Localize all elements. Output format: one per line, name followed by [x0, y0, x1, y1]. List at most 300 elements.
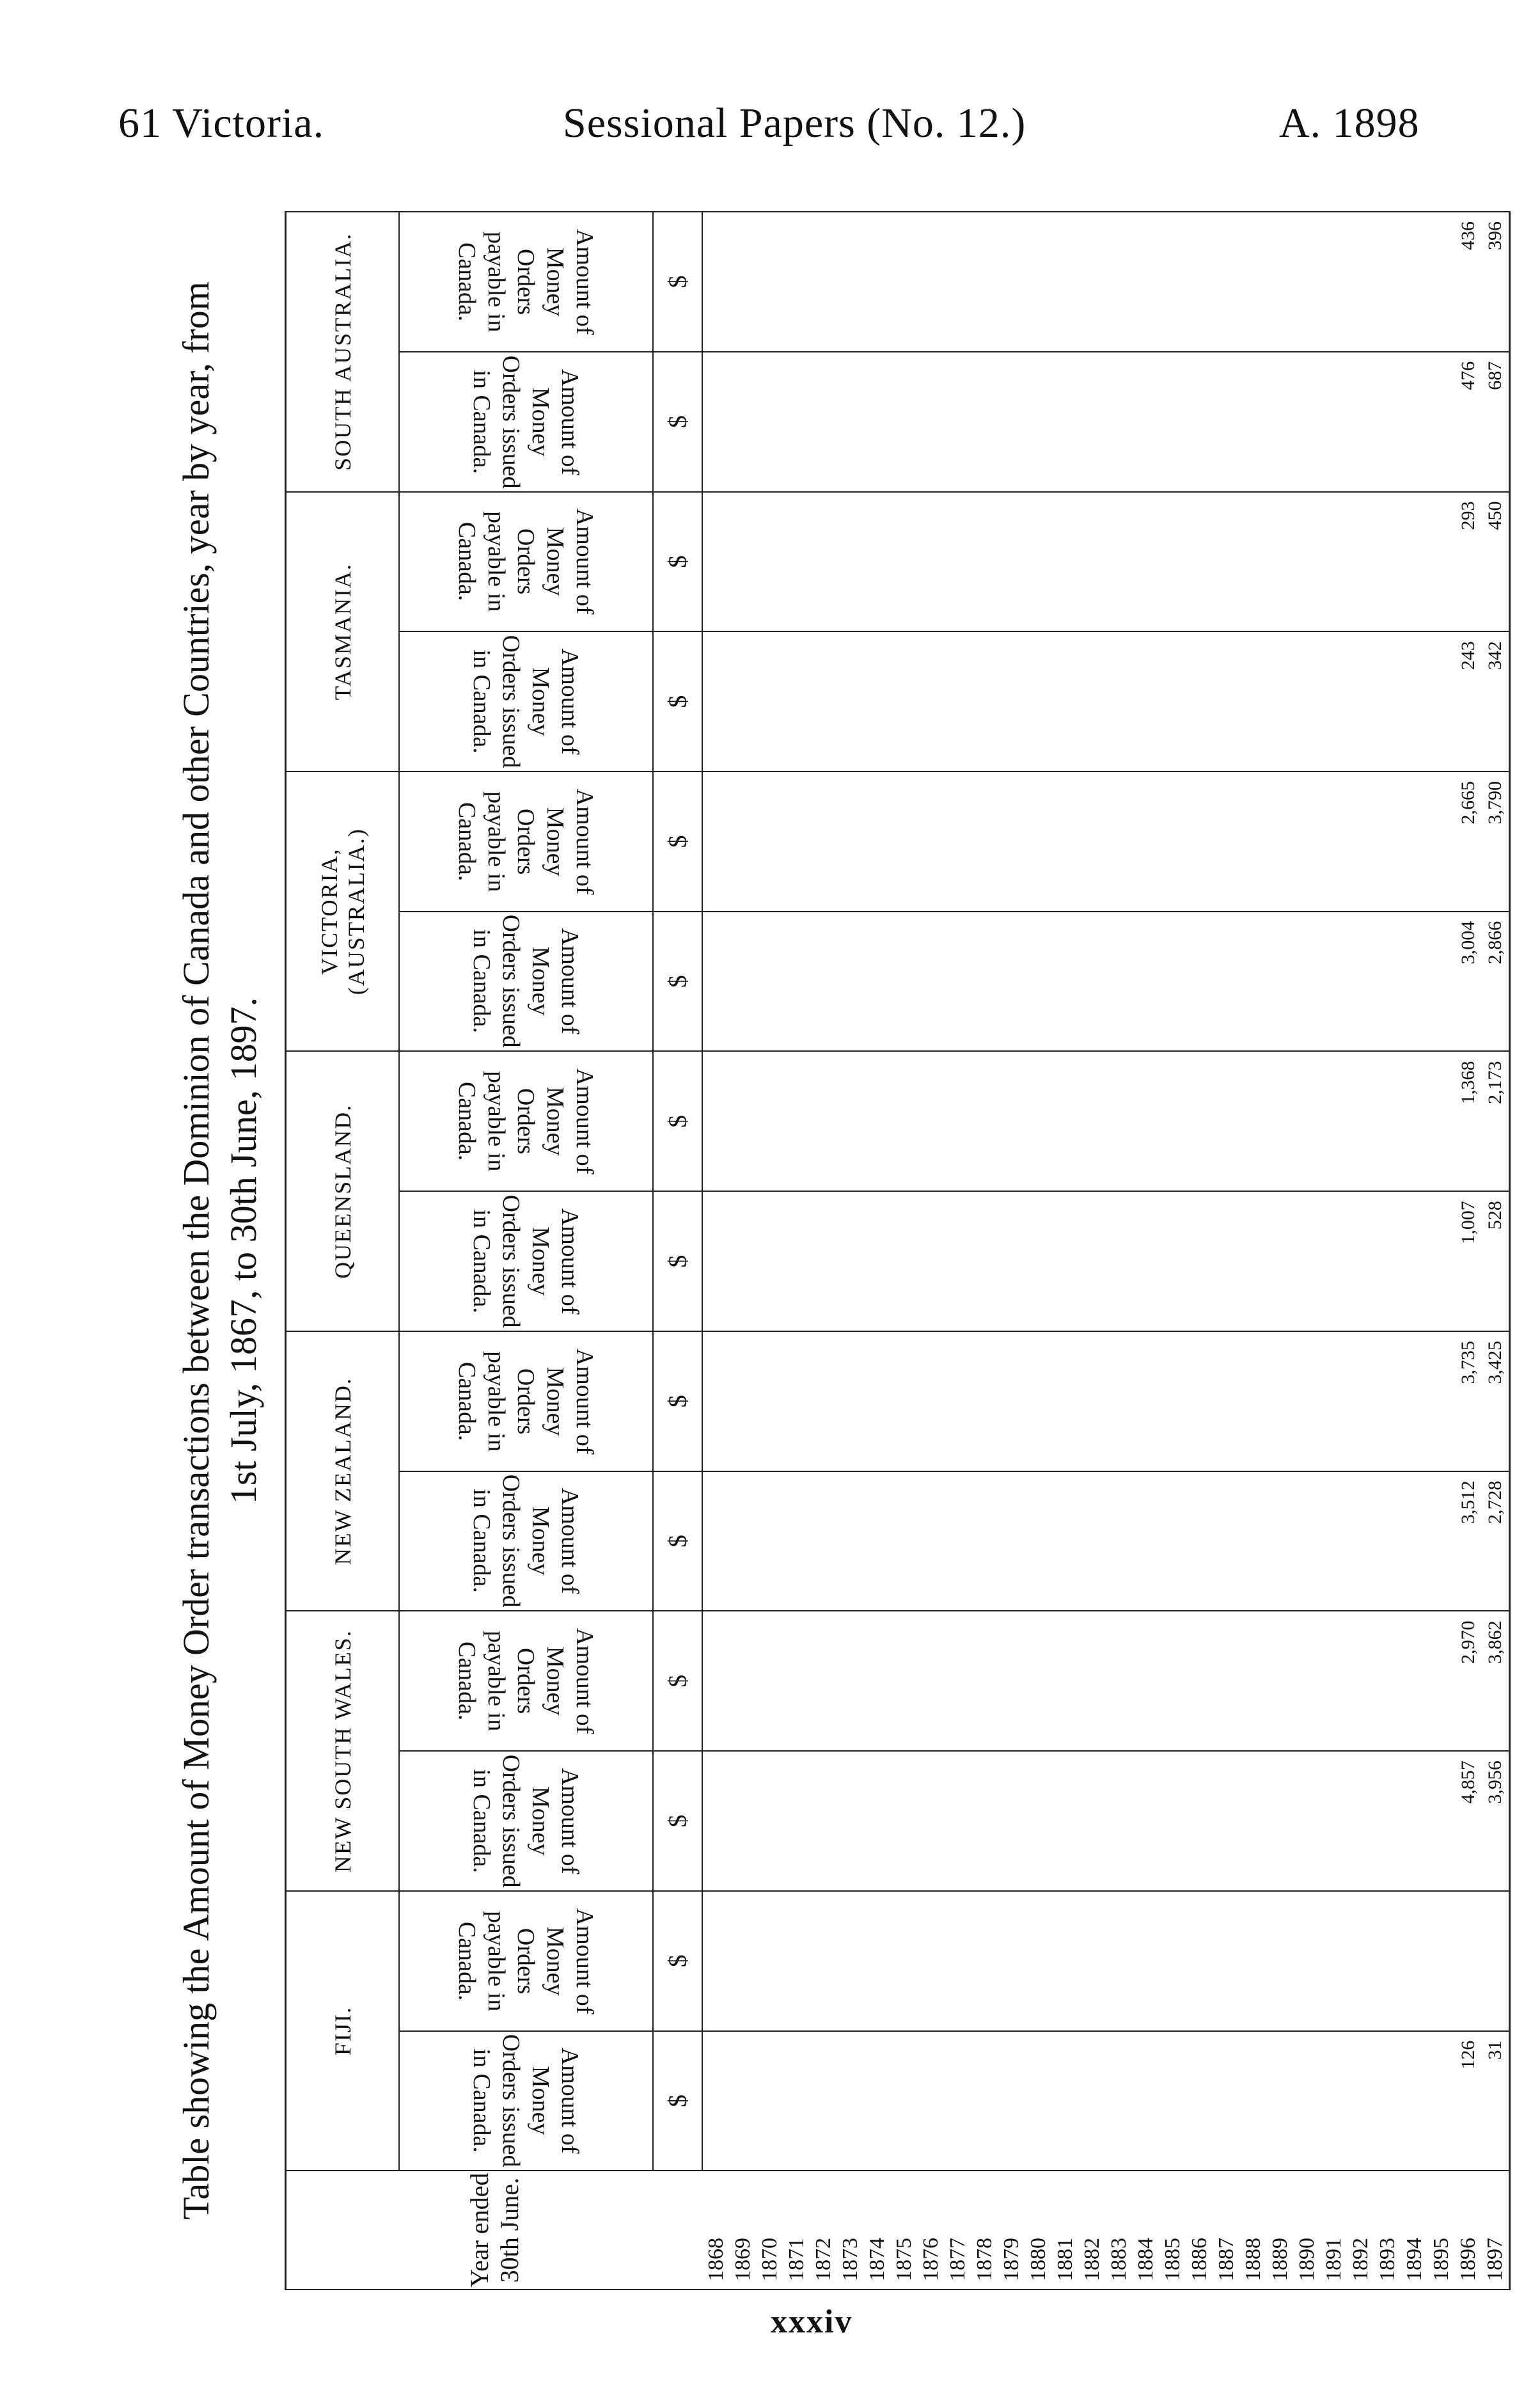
value-cell: [1106, 492, 1133, 632]
value-cell: 2,728: [1482, 1471, 1510, 1611]
value-cell: [783, 1611, 810, 1751]
value-cell: [1321, 1471, 1348, 1611]
value-cell: [1348, 1471, 1374, 1611]
value-cell: [891, 912, 918, 1052]
value-cell: [945, 1331, 971, 1471]
value-cell: [971, 1331, 998, 1471]
value-cell: [783, 631, 810, 772]
value-cell: [1079, 1191, 1106, 1331]
value-cell: [1025, 1471, 1052, 1611]
title-line-1: Table showing the Amount of Money Order transactions between the Dominion of Canada and other Countries, year by year, from: [175, 281, 217, 2220]
sub-header-issued: Amount of Money Orders issued in Canada.: [399, 2031, 653, 2171]
table-row: [945, 212, 971, 2290]
value-cell: [891, 772, 918, 912]
value-cell: 436: [1455, 212, 1482, 352]
value-cell: 31: [1482, 2031, 1510, 2171]
value-cell: [783, 1051, 810, 1191]
value-cell: [1025, 2031, 1052, 2171]
value-cell: [1213, 1331, 1240, 1471]
value-cell: [1321, 912, 1348, 1052]
year-cell: 1894: [1401, 2171, 1428, 2290]
value-cell: [810, 772, 837, 912]
value-cell: [1052, 772, 1079, 912]
value-cell: [1321, 212, 1348, 352]
value-cell: [783, 352, 810, 492]
value-cell: [945, 631, 971, 772]
value-cell: [837, 352, 864, 492]
value-cell: [1186, 772, 1213, 912]
value-cell: [1106, 212, 1133, 352]
value-cell: [1374, 1051, 1401, 1191]
value-cell: [1294, 492, 1321, 632]
money-order-table: [285, 211, 1511, 2290]
group-header: QUEENSLAND.: [286, 1051, 400, 1331]
value-cell: [1079, 2031, 1106, 2171]
value-cell: [702, 492, 730, 632]
value-cell: [1025, 212, 1052, 352]
value-cell: [1294, 1331, 1321, 1471]
value-cell: [730, 1611, 757, 1751]
value-cell: [1348, 772, 1374, 912]
value-cell: [998, 631, 1025, 772]
value-cell: [1348, 1051, 1374, 1191]
value-cell: [730, 2031, 757, 2171]
value-cell: 2,173: [1482, 1051, 1510, 1191]
year-cell: 1874: [864, 2171, 891, 2290]
value-cell: [1025, 1051, 1052, 1191]
value-cell: [1267, 212, 1294, 352]
unit-label: $: [653, 1891, 702, 2031]
value-cell: [945, 1751, 971, 1891]
value-cell: [1428, 1891, 1455, 2031]
value-cell: [730, 1471, 757, 1611]
value-cell: [702, 1191, 730, 1331]
year-cell: 1893: [1374, 2171, 1401, 2290]
table-row: [1428, 212, 1455, 2290]
value-cell: [1294, 2031, 1321, 2171]
year-cell: 1895: [1428, 2171, 1455, 2290]
value-cell: [1159, 1471, 1186, 1611]
value-cell: [998, 912, 1025, 1052]
value-cell: [1106, 1751, 1133, 1891]
value-cell: [1401, 212, 1428, 352]
value-cell: [1106, 631, 1133, 772]
value-cell: [1401, 1471, 1428, 1611]
value-cell: [998, 1611, 1025, 1751]
value-cell: 528: [1482, 1191, 1510, 1331]
value-cell: [1159, 2031, 1186, 2171]
value-cell: [702, 1051, 730, 1191]
value-cell: [730, 631, 757, 772]
value-cell: [1186, 1471, 1213, 1611]
year-cell: 1869: [730, 2171, 757, 2290]
value-cell: [1213, 2031, 1240, 2171]
value-cell: [864, 1471, 891, 1611]
value-cell: [837, 912, 864, 1052]
value-cell: [810, 1051, 837, 1191]
value-cell: [810, 352, 837, 492]
value-cell: [757, 912, 783, 1052]
value-cell: [1374, 1191, 1401, 1331]
value-cell: [1213, 912, 1240, 1052]
value-cell: [1428, 1191, 1455, 1331]
value-cell: [1401, 352, 1428, 492]
value-cell: [971, 631, 998, 772]
value-cell: [1159, 1891, 1186, 2031]
value-cell: [918, 352, 945, 492]
value-cell: [1428, 492, 1455, 632]
value-cell: [1428, 1751, 1455, 1891]
value-cell: [1374, 631, 1401, 772]
value-cell: [1348, 492, 1374, 632]
value-cell: [1321, 1191, 1348, 1331]
value-cell: [730, 772, 757, 912]
value-cell: [971, 1611, 998, 1751]
value-cell: 3,956: [1482, 1751, 1510, 1891]
value-cell: [1052, 631, 1079, 772]
year-cell: 1880: [1025, 2171, 1052, 2290]
value-cell: [702, 1891, 730, 2031]
year-cell: 1890: [1294, 2171, 1321, 2290]
value-cell: [1240, 912, 1267, 1052]
year-cell: 1877: [945, 2171, 971, 2290]
value-cell: [1052, 2031, 1079, 2171]
value-cell: 2,866: [1482, 912, 1510, 1052]
value-cell: [1159, 492, 1186, 632]
value-cell: 476: [1455, 352, 1482, 492]
value-cell: [1079, 912, 1106, 1052]
value-cell: [1106, 1891, 1133, 2031]
value-cell: [1186, 212, 1213, 352]
table-row: [1482, 212, 1510, 2290]
value-cell: [1106, 1471, 1133, 1611]
value-cell: [1240, 212, 1267, 352]
table-row: [1025, 212, 1052, 2290]
value-cell: [810, 1891, 837, 2031]
rotated-table-page: [173, 211, 1507, 2290]
value-cell: [1133, 1471, 1159, 1611]
value-cell: [971, 1471, 998, 1611]
value-cell: [1133, 772, 1159, 912]
value-cell: [1159, 772, 1186, 912]
year-cell: 1896: [1455, 2171, 1482, 2290]
value-cell: [1213, 352, 1240, 492]
value-cell: 1,368: [1455, 1051, 1482, 1191]
value-cell: [864, 631, 891, 772]
value-cell: [1159, 1331, 1186, 1471]
value-cell: [1052, 1891, 1079, 2031]
value-cell: [1186, 352, 1213, 492]
value-cell: 3,425: [1482, 1331, 1510, 1471]
value-cell: [918, 212, 945, 352]
value-cell: [730, 352, 757, 492]
value-cell: [1186, 2031, 1213, 2171]
value-cell: [1106, 352, 1133, 492]
value-cell: [1267, 2031, 1294, 2171]
value-cell: [837, 631, 864, 772]
value-cell: [702, 1611, 730, 1751]
value-cell: [998, 1471, 1025, 1611]
value-cell: [1294, 631, 1321, 772]
value-cell: [971, 1891, 998, 2031]
value-cell: [783, 912, 810, 1052]
value-cell: [783, 1331, 810, 1471]
page-number: xxxiv: [771, 2304, 853, 2340]
value-cell: [945, 912, 971, 1052]
value-cell: [1052, 1191, 1079, 1331]
value-cell: [891, 1191, 918, 1331]
value-cell: [1294, 352, 1321, 492]
table-row: [1267, 212, 1294, 2290]
value-cell: 2,970: [1455, 1611, 1482, 1751]
value-cell: [1374, 1891, 1401, 2031]
value-cell: [918, 1191, 945, 1331]
value-cell: [1401, 1051, 1428, 1191]
value-cell: [1374, 1471, 1401, 1611]
value-cell: [998, 772, 1025, 912]
unit-label: $: [653, 1331, 702, 1471]
value-cell: [1213, 212, 1240, 352]
table-row: [1348, 212, 1374, 2290]
value-cell: [1428, 631, 1455, 772]
value-cell: [1213, 492, 1240, 632]
value-cell: 342: [1482, 631, 1510, 772]
sub-header-issued: Amount of Money Orders issued in Canada.: [399, 1751, 653, 1891]
year-cell: 1873: [837, 2171, 864, 2290]
value-cell: [971, 912, 998, 1052]
value-cell: [1348, 1331, 1374, 1471]
sub-header-payable: Amount of Money Orders payable in Canada.: [399, 772, 653, 912]
value-cell: [1079, 352, 1106, 492]
value-cell: [1186, 492, 1213, 632]
value-cell: [702, 772, 730, 912]
table-body: [702, 212, 1510, 2290]
table-row: [1321, 212, 1348, 2290]
year-cell: 1885: [1159, 2171, 1186, 2290]
value-cell: [1052, 212, 1079, 352]
value-cell: [1052, 1051, 1079, 1191]
value-cell: [1348, 1191, 1374, 1331]
value-cell: [1213, 1051, 1240, 1191]
value-cell: [1133, 631, 1159, 772]
value-cell: [891, 1051, 918, 1191]
value-cell: [810, 912, 837, 1052]
value-cell: [757, 1611, 783, 1751]
value-cell: [945, 352, 971, 492]
value-cell: [810, 631, 837, 772]
value-cell: [945, 2031, 971, 2171]
value-cell: [998, 2031, 1025, 2171]
value-cell: [1186, 1751, 1213, 1891]
value-cell: [730, 1751, 757, 1891]
value-cell: [1240, 1191, 1267, 1331]
value-cell: [757, 772, 783, 912]
sub-header-issued: Amount of Money Orders issued in Canada.: [399, 912, 653, 1052]
value-cell: [1159, 631, 1186, 772]
value-cell: [730, 492, 757, 632]
value-cell: [757, 492, 783, 632]
sub-header-payable: Amount of Money Orders payable in Canada.: [399, 212, 653, 352]
value-cell: [1428, 1331, 1455, 1471]
value-cell: [1159, 1751, 1186, 1891]
table-row: [730, 212, 757, 2290]
value-cell: [864, 1751, 891, 1891]
value-cell: [1025, 492, 1052, 632]
year-cell: 1884: [1133, 2171, 1159, 2290]
value-cell: [1401, 1751, 1428, 1891]
value-cell: [757, 212, 783, 352]
value-cell: [1025, 1891, 1052, 2031]
value-cell: [891, 1891, 918, 2031]
value-cell: [1428, 2031, 1455, 2171]
value-cell: [757, 1471, 783, 1611]
value-cell: [1133, 212, 1159, 352]
value-cell: [1374, 2031, 1401, 2171]
value-cell: [1133, 2031, 1159, 2171]
value-cell: [1294, 1051, 1321, 1191]
value-cell: [1213, 1471, 1240, 1611]
value-cell: [1348, 912, 1374, 1052]
value-cell: [1052, 1611, 1079, 1751]
sub-header-issued: Amount of Money Orders issued in Canada.: [399, 631, 653, 772]
value-cell: [783, 772, 810, 912]
value-cell: [810, 1331, 837, 1471]
value-cell: [730, 1891, 757, 2031]
value-cell: [891, 2031, 918, 2171]
table-row: [1213, 212, 1240, 2290]
value-cell: [864, 772, 891, 912]
value-cell: [1321, 1331, 1348, 1471]
value-cell: [945, 1051, 971, 1191]
value-cell: [945, 1611, 971, 1751]
value-cell: [1106, 1331, 1133, 1471]
value-cell: [783, 2031, 810, 2171]
value-cell: [1401, 1331, 1428, 1471]
value-cell: [1159, 1191, 1186, 1331]
value-cell: [730, 1051, 757, 1191]
value-cell: [837, 212, 864, 352]
value-cell: [1133, 1331, 1159, 1471]
value-cell: [1321, 1891, 1348, 2031]
value-cell: 293: [1455, 492, 1482, 632]
value-cell: [1455, 1891, 1482, 2031]
value-cell: [998, 492, 1025, 632]
value-cell: [1213, 1751, 1240, 1891]
year-cell: 1881: [1052, 2171, 1079, 2290]
value-cell: [810, 1751, 837, 1891]
value-cell: [1348, 1611, 1374, 1751]
value-cell: [1052, 1331, 1079, 1471]
value-cell: [891, 352, 918, 492]
value-cell: [702, 912, 730, 1052]
value-cell: [1294, 1891, 1321, 2031]
value-cell: [998, 1051, 1025, 1191]
table-row: [783, 212, 810, 2290]
group-header: VICTORIA, (AUSTRALIA.): [286, 772, 400, 1051]
value-cell: [1428, 772, 1455, 912]
value-cell: [1079, 1891, 1106, 2031]
value-cell: [1240, 1471, 1267, 1611]
group-header: TASMANIA.: [286, 492, 400, 772]
value-cell: [1240, 1331, 1267, 1471]
unit-label: $: [653, 631, 702, 772]
value-cell: [971, 2031, 998, 2171]
value-cell: [730, 212, 757, 352]
value-cell: [1294, 1191, 1321, 1331]
table-row: [1455, 212, 1482, 2290]
group-header: FIJI.: [286, 1891, 400, 2171]
value-cell: [1106, 1051, 1133, 1191]
value-cell: [837, 492, 864, 632]
value-cell: [1079, 1471, 1106, 1611]
value-cell: [1240, 1891, 1267, 2031]
value-cell: [702, 352, 730, 492]
value-cell: [1428, 1611, 1455, 1751]
value-cell: [1267, 1611, 1294, 1751]
value-cell: [864, 912, 891, 1052]
value-cell: 243: [1455, 631, 1482, 772]
value-cell: [1321, 1611, 1348, 1751]
table-row: [702, 212, 730, 2290]
unit-label: $: [653, 212, 702, 352]
table-row: [1052, 212, 1079, 2290]
value-cell: [730, 1191, 757, 1331]
value-cell: [1133, 1751, 1159, 1891]
value-cell: [945, 1191, 971, 1331]
value-cell: 3,790: [1482, 772, 1510, 912]
unit-label: $: [653, 2031, 702, 2171]
value-cell: [1159, 212, 1186, 352]
value-cell: [810, 212, 837, 352]
table-row: [1186, 212, 1213, 2290]
group-header: NEW ZEALAND.: [286, 1331, 400, 1611]
value-cell: [1401, 1891, 1428, 2031]
value-cell: [1159, 1051, 1186, 1191]
table-row: [918, 212, 945, 2290]
value-cell: [864, 1051, 891, 1191]
value-cell: [918, 1051, 945, 1191]
value-cell: [1052, 352, 1079, 492]
value-cell: [1267, 772, 1294, 912]
unit-label: $: [653, 912, 702, 1052]
header-sessional-papers: Sessional Papers (No. 12.): [563, 100, 1026, 146]
value-cell: [918, 492, 945, 632]
value-cell: [1213, 1191, 1240, 1331]
value-cell: [1079, 492, 1106, 632]
unit-label: $: [653, 352, 702, 492]
value-cell: [998, 1191, 1025, 1331]
value-cell: [1186, 1331, 1213, 1471]
value-cell: [998, 1891, 1025, 2031]
value-cell: [837, 1751, 864, 1891]
value-cell: [1348, 1891, 1374, 2031]
value-cell: [1240, 1051, 1267, 1191]
value-cell: [730, 1331, 757, 1471]
value-cell: [1079, 1331, 1106, 1471]
value-cell: 687: [1482, 352, 1510, 492]
value-cell: [1025, 1331, 1052, 1471]
value-cell: [1401, 772, 1428, 912]
value-cell: [1052, 912, 1079, 1052]
table-row: [810, 212, 837, 2290]
value-cell: [1374, 492, 1401, 632]
value-cell: [1267, 1051, 1294, 1191]
value-cell: [998, 1331, 1025, 1471]
value-cell: [971, 352, 998, 492]
value-cell: [1133, 1611, 1159, 1751]
value-cell: [1267, 1471, 1294, 1611]
value-cell: [1240, 631, 1267, 772]
